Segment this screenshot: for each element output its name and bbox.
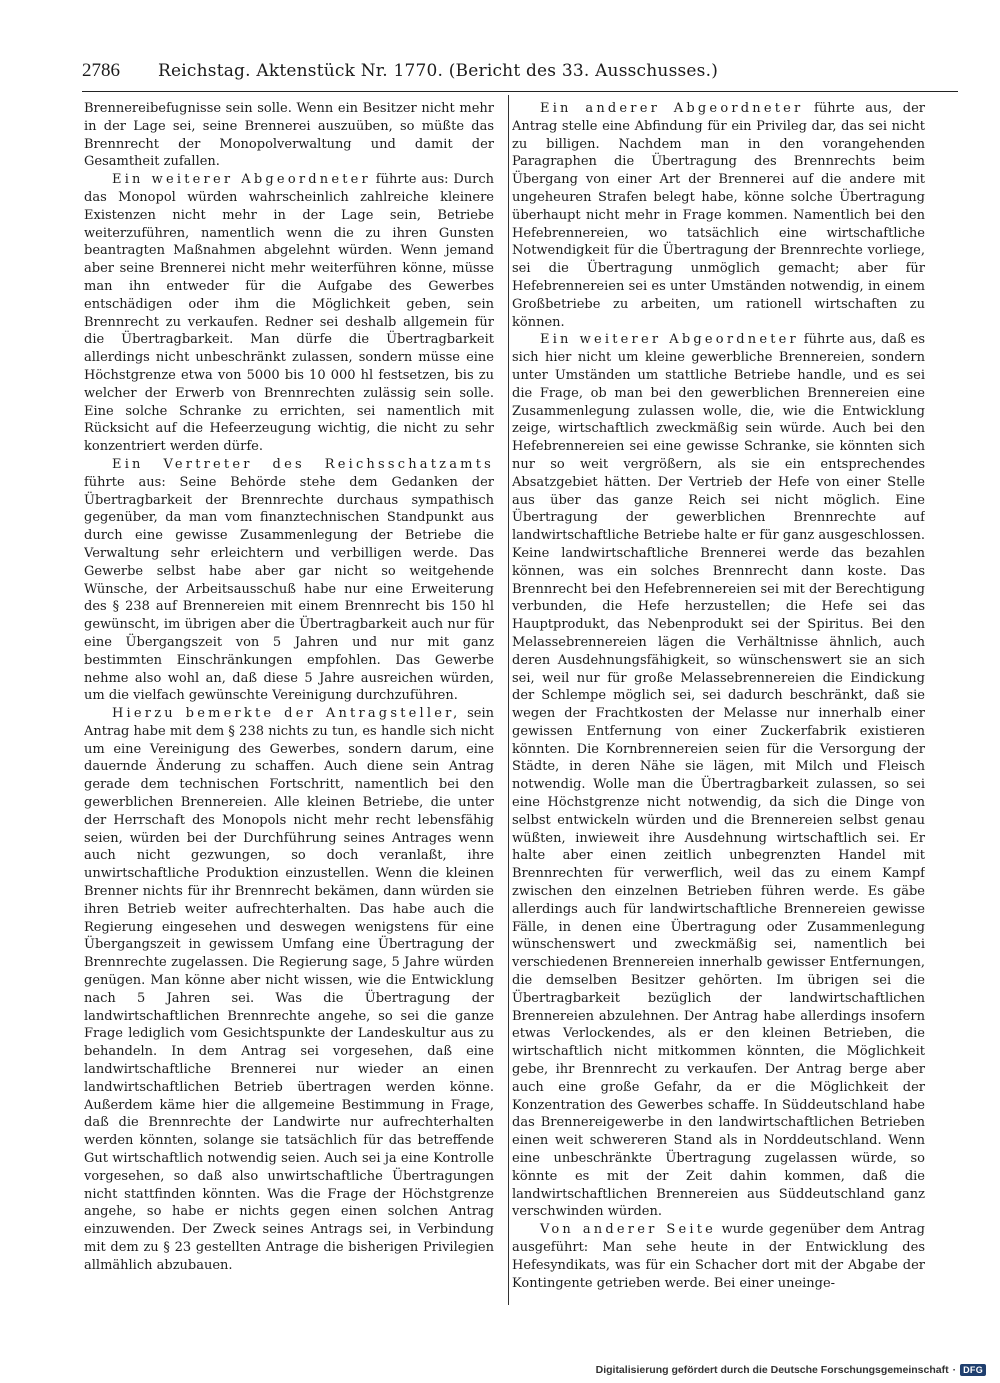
dfg-logo-icon: DFG xyxy=(960,1364,986,1376)
page-header xyxy=(82,60,960,88)
left-column xyxy=(84,100,494,1300)
digitization-credit xyxy=(596,1362,986,1378)
paragraph xyxy=(512,331,925,1221)
paragraph-text: führte aus, der Antrag stelle eine Abfindung für ein Privileg dar, das sei nicht zu billigen. Nachdem man in den vorangehenden Paragraphen die Übertragung des Brennrechts beim Übergang von einer Art der Brennerei auf die andere mit ungeheuren Strafen belegt habe, könne solche Übertragung überhaupt nicht mehr in Frage kommen. Namentlich bei den Hefebrennereien, wo tatsächlich eine wirtschaftliche Notwendigkeit für die Übertragung der Brennrechte vorliege, sei die Übertragung unmöglich gemacht; aber für Hefebrennereien sei es unter Umständen notwendig, in einem Großbetriebe zu arbeiten, um rationell wirtschaften zu können. xyxy=(512,101,925,330)
speaker-lead: Ein Vertreter des Reichsschatzamts xyxy=(112,456,494,472)
paragraph xyxy=(84,456,494,705)
paragraph xyxy=(84,100,494,171)
credit-separator: · xyxy=(952,1364,957,1376)
paragraph xyxy=(84,705,494,1275)
paragraph-text: führte aus: Seine Behörde stehe dem Gedanken der Übertragbarkeit der Brennrechte durchaus sympathisch gegenüber, da man vom finanztechnischen Standpunkt aus durch eine gewisse Zusammenlegung der Betriebe die Verwaltung sehr erleichtern und verbilligen werde. Das Gewerbe selbst habe aber gar nicht so weitgehende Wünsche, der Arbeitsausschuß habe nur eine Erweiterung des § 238 auf Brennereien mit einem Brennrecht bis 150 hl gewünscht, im übrigen aber die Übertragbarkeit auch nur für eine Übergangszeit von 5 Jahren und nur mit ganz bestimmten Einschränkungen empfohlen. Das Gewerbe nehme also wohl an, daß diese 5 Jahre ausreichen würden, um die vielfach gewünschte Vereinigung durchzuführen. xyxy=(84,474,494,704)
speaker-lead: Hierzu bemerkte der Antragsteller, xyxy=(112,706,461,722)
speaker-lead: Von anderer Seite xyxy=(540,1222,717,1238)
page-number: 2786 xyxy=(82,60,120,81)
paragraph-text: sein Antrag habe mit dem § 238 nichts zu tun, es handle sich nicht um eine Vereinigung des Gewerbes, sondern darum, eine dauernde Änderung zu schaffen. Auch diene sein Antrag gerade dem technischen Fortschritt, namentlich bei den gewerblichen Brennereien. Alle kleinen Betriebe, die unter der Herrschaft des Monopols nicht mehr recht lebensfähig seien, würden bei der Durchführung seines Antrages wenn auch nicht gezwungen, so doch veranlaßt, ihre unwirtschaftliche Produktion einzustellen. Wenn die kleinen Brenner nichts für ihr Brennrecht bekämen, dann würden sie ihren Betrieb weiter aufrechterhalten. Das habe auch die Regierung eingesehen und deswegen wenigstens für eine Übergangszeit in gewissem Umfang eine Übertragung der Brennrechte zugelassen. Die Regierung sage, 5 Jahre würden genügen. Man könne aber nicht wissen, wie die Entwicklung nach 5 Jahren sei. Was die Übertragung der landwirtschaftlichen Brennrechte angehe, so sei die ganze Frage lediglich vom Gesichtspunkte der Landeskultur aus zu behandeln. In dem Antrag sei vorgesehen, daß eine landwirtschaftliche Brennerei nur wieder an einen landwirtschaftlichen Betrieb übertragen werden könne. Außerdem käme hier die allgemeine Bestimmung in Frage, daß die Brennrechte der Landwirte nur aufrechterhalten werden könnten, solange sie tatsächlich für das betreffende Gut wirtschaftlich notwendig seien. Auch sei ja eine Kontrolle vorgesehen, so daß also unwirtschaftliche Übertragungen nicht stattfinden könnten. Was die Frage der Höchstgrenze angehe, so habe er nichts gegen einen solchen Antrag einzuwenden. Der Zweck seines Antrags sei, in Verbindung mit dem zu § 23 gestellten Antrage die bisherigen Privilegien allmählich abzubauen. xyxy=(84,706,494,1273)
paragraph xyxy=(512,100,925,331)
header-rule xyxy=(82,91,958,92)
paragraph-text: führte aus: Durch das Monopol würden wahrscheinlich zahlreiche kleinere Existenzen nicht mehr in der Lage sein, Betriebe weiterzuführen, namentlich wenn die zu ihren Gunsten beantragten Maßnahmen abgelehnt würden. Wenn jemand aber seine Brennerei nicht mehr weiterführen könne, müsse man ihn entweder für die Aufgabe des Gewerbes entschädigen oder ihm die Möglichkeit geben, sein Brennrecht zu verkaufen. Redner sei deshalb allgemein für die Übertragbarkeit. Man dürfe die Übertragbarkeit allerdings nicht unbeschränkt zulassen, sondern müsse eine Höchstgrenze etwa von 5000 bis 10 000 hl festsetzen, bis zu welcher der Erwerb von Brennrechten zulässig sein solle. Eine solche Schranke zu errichten, sei namentlich mit Rücksicht auf die Hefeerzeugung wichtig, die nicht zu sehr konzentriert werden dürfe. xyxy=(84,172,494,455)
paragraph-text: führte aus, daß es sich hier nicht um kleine gewerbliche Brennereien, sondern unter Umständen um stattliche Betriebe handle, und es sei die Frage, ob man bei den gewerblichen Brennereien eine Zusammenlegung zulassen wolle, die, wie die Entwicklung zeige, wirtschaftlich zweckmäßig sein würde. Auch bei den Hefebrennereien sei eine gewisse Schranke, sie könnten sich nur so weit vergrößern, als sie ein entsprechendes Absatzgebiet hätten. Der Vertrieb der Hefe von einer Stelle aus über das ganze Reich sei nicht möglich. Eine Übertragung der gewerblichen Brennrechte auf landwirtschaftliche Betriebe halte er für ganz ausgeschlossen. Keine landwirtschaftliche Brennerei werde das bezahlen können, was ein solches Brennrecht dann koste. Das Brennrecht bei den Hefebrennereien sei mit der Berechtigung verbunden, die Hefe herzustellen; die Hefe sei das Hauptprodukt, das Nebenprodukt sei der Spiritus. Bei den Melassebrennereien lägen die Verhältnisse ähnlich, auch deren Ausdehnungsfähigkeit, so wünschenswert sie an sich sei, weil nur für große Melassebrennereien die Eindickung der Schlempe möglich sei, sei dadurch beschränkt, daß sie wegen der Frachtkosten der Melasse nur innerhalb einer gewissen Entfernung von einer Zuckerfabrik existieren könnten. Die Kornbrennereien seien für die Versorgung der Städte, in deren Nähe sie lägen, mit Milch und Fleisch notwendig. Wolle man die Übertragbarkeit zulassen, so sei eine Höchstgrenze nicht notwendig, da sich die Dinge von selbst entwickeln würden und die Brennereien selbst genau wüßten, inwieweit ihre Ausdehnung wirtschaftlich sei. Er halte aber einen zeitlich unbegrenzten Handel mit Brennrechten für verwerflich, weil das zu einem Kampf zwischen den einzelnen Betrieben führen werde. Es gäbe allerdings auch für landwirtschaftliche Brennereien gewisse Fälle, in denen eine Übertragung oder Zusammenlegung wünschenswert und zweckmäßig sei, namentlich bei verschiedenen Brennereien innerhalb gewisser Entfernungen, die demselben Besitzer gehörten. Im übrigen sei die Übertragbarkeit bezüglich der landwirtschaftlichen Brennereien abzulehnen. Der Antrag habe allerdings insofern etwas Verlockendes, als er den kleinen Betrieben, die wirtschaftlich nicht mitkommen könnten, die Möglichkeit gebe, ihr Brennrecht zu verkaufen. Der Antrag berge aber auch eine große Gefahr, da er die Möglichkeit der Konzentration des Gewerbes schaffe. In Süddeutschland habe das Brennereigewerbe in den landwirtschaftlichen Betrieben einen weit schwereren Stand als in Norddeutschland. Wenn eine unbeschränkte Übertragung zugelassen würde, so könnte es mit der Zeit dahin kommen, daß die landwirtschaftlichen Brennereien aus Süddeutschland ganz verschwinden würden. xyxy=(512,332,925,1220)
speaker-lead: Ein weiterer Abgeordneter xyxy=(540,332,799,348)
credit-text: Digitalisierung gefördert durch die Deutsche Forschungsgemeinschaft xyxy=(595,1364,949,1376)
paragraph-text: Brennereibefugnisse sein solle. Wenn ein Besitzer nicht mehr in der Lage sei, seine Brennerei auszuüben, so müßte das Brennrecht der Monopolverwaltung und damit der Gesamtheit zufallen. xyxy=(84,101,494,170)
right-column xyxy=(512,100,925,1300)
paragraph-text: wurde gegenüber dem Antrag ausgeführt: Man sehe heute in der Entwicklung des Hefesyndikats, was für ein Schacher dort mit der Abgabe der Kontingente getrieben werde. Bei einer uneinge- xyxy=(512,1222,925,1291)
paragraph xyxy=(512,1221,925,1292)
running-title: Reichstag. Aktenstück Nr. 1770. (Bericht des 33. Ausschusses.) xyxy=(158,61,719,81)
speaker-lead: Ein weiterer Abgeordneter xyxy=(112,172,371,188)
column-divider xyxy=(508,95,509,1305)
speaker-lead: Ein anderer Abgeordneter xyxy=(540,101,804,116)
paragraph xyxy=(84,171,494,456)
